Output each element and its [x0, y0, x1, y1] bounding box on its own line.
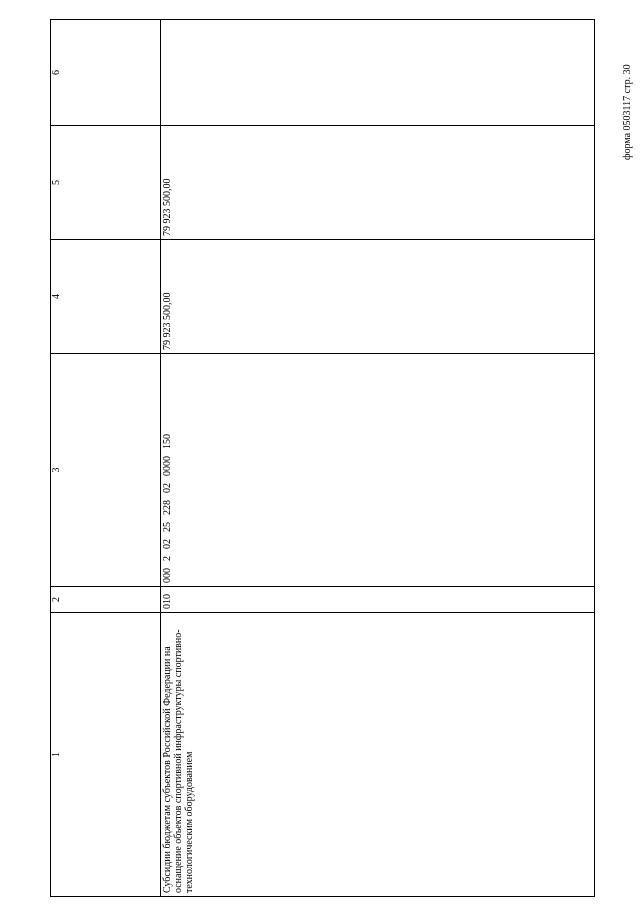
unexecuted-amount	[161, 20, 595, 126]
form-note: форма 0503117 стр. 30	[622, 64, 633, 160]
column-number-row	[51, 20, 161, 897]
col-number: 2	[51, 587, 161, 613]
col-number: 1	[51, 613, 161, 897]
table-row	[161, 20, 595, 897]
approved-amount: 79 923 500,00	[161, 240, 595, 354]
col-number: 5	[51, 126, 161, 240]
row-name: Субсидии бюджетам субъектов Российской Федерации на оснащение объектов спортивной инфраструктуры спортивно-технологическим оборудованием	[161, 613, 595, 897]
col-number: 3	[51, 354, 161, 587]
col-number: 4	[51, 240, 161, 354]
executed-amount: 79 923 500,00	[161, 126, 595, 240]
col-number: 6	[51, 20, 161, 126]
report-table-rotated	[50, 20, 595, 897]
budget-code: 00020225228020000150	[161, 354, 595, 587]
report-table	[50, 19, 595, 897]
row-line-code: 010	[161, 587, 595, 613]
